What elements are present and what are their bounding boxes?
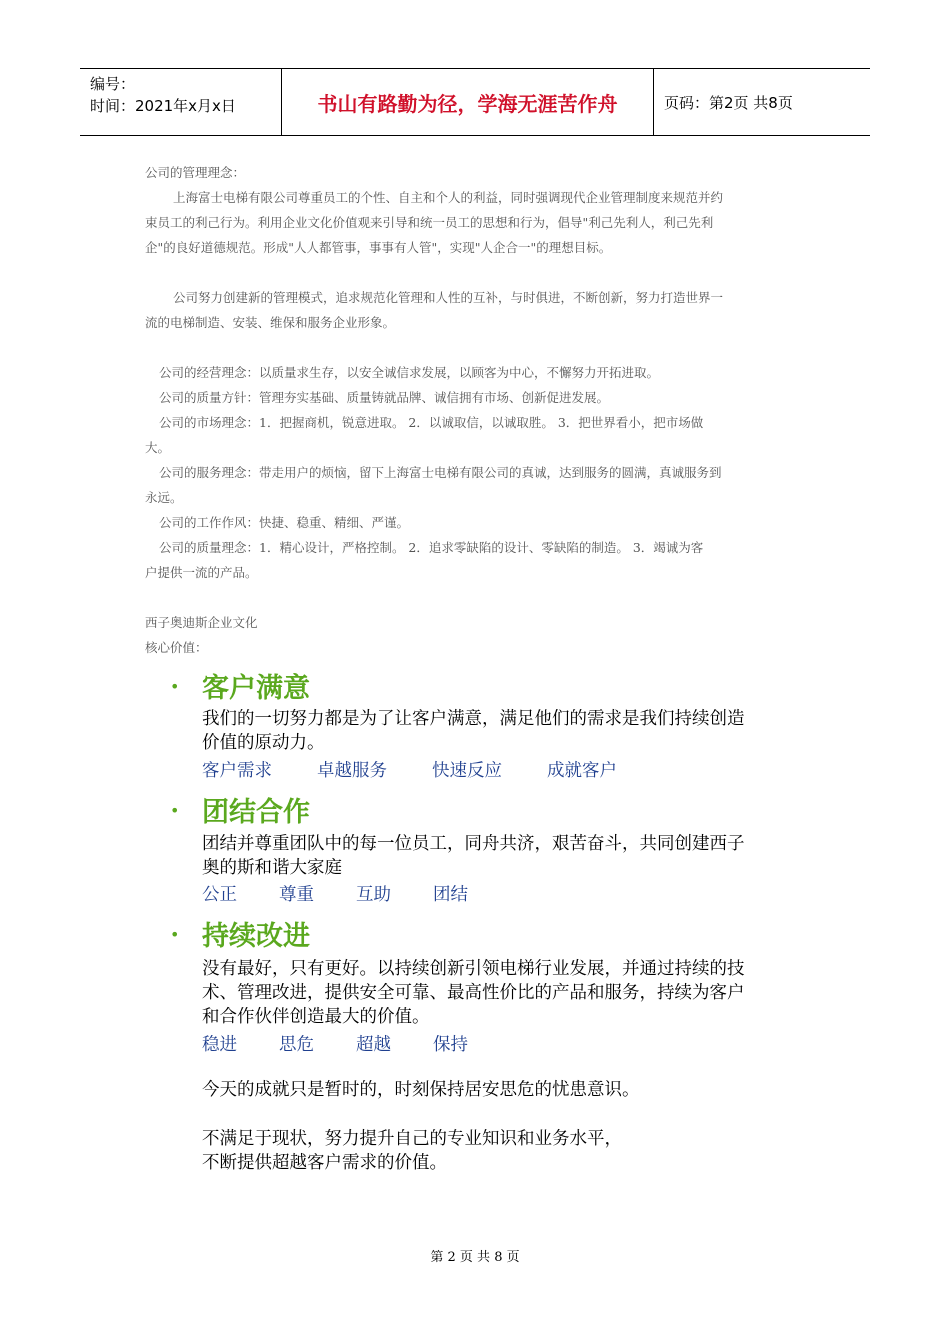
description-line: 奥的斯和谐大家庭 bbox=[202, 858, 342, 878]
closing-line: 不断提供超越客户需求的价值。 bbox=[202, 1153, 447, 1173]
header-meta bbox=[80, 69, 282, 135]
number-label: 编号： bbox=[90, 75, 136, 93]
value-title: 持续改进 bbox=[202, 921, 310, 952]
header-page-info: 页码：第2页 共8页 bbox=[664, 93, 793, 112]
closing-line: 不满足于现状，努力提升自己的专业知识和业务水平， bbox=[202, 1129, 622, 1149]
keyword: 思危 bbox=[279, 1035, 314, 1055]
description-line: 没有最好，只有更好。以持续创新引领电梯行业发展，并通过持续的技 bbox=[202, 959, 745, 979]
work-style: 公司的工作作风：快捷、稳重、精细、严谨。 bbox=[159, 515, 410, 530]
header-motto: 书山有路勤为径，学海无涯苦作舟 bbox=[282, 69, 654, 135]
keyword: 团结 bbox=[433, 885, 468, 905]
value-keywords bbox=[202, 881, 468, 906]
value-title: 客户满意 bbox=[202, 673, 310, 704]
value-title: 团结合作 bbox=[202, 797, 310, 828]
keyword: 公正 bbox=[202, 885, 237, 905]
paragraph-line: 流的电梯制造、安装、维保和服务企业形象。 bbox=[145, 315, 396, 330]
paragraph-line: 企"的良好道德规范。形成"人人都管事，事事有人管"，实现"人企合一"的理想目标。 bbox=[145, 240, 612, 255]
management-title: 公司的管理理念： bbox=[145, 165, 246, 180]
value-description bbox=[202, 957, 802, 1029]
bullet-icon: • bbox=[170, 925, 180, 944]
time-label: 时间：2021年x月x日 bbox=[90, 97, 236, 115]
paragraph-line: 束员工的利己行为。利用企业文化价值观来引导和统一员工的思想和行为，倡导"利己先利人，利己先利 bbox=[145, 215, 714, 230]
value-keywords bbox=[202, 1031, 468, 1056]
value-keywords bbox=[202, 757, 617, 782]
description-line: 价值的原动力。 bbox=[202, 733, 325, 753]
quality-policy: 公司的质量方针：管理夯实基础、质量铸就品牌、诚信拥有市场、创新促进发展。 bbox=[159, 390, 610, 405]
value-description bbox=[202, 707, 802, 755]
keyword: 互助 bbox=[356, 885, 391, 905]
keyword: 保持 bbox=[433, 1035, 468, 1055]
core-values-label: 核心价值： bbox=[145, 640, 208, 655]
keyword: 成就客户 bbox=[547, 761, 617, 781]
keyword: 稳进 bbox=[202, 1035, 237, 1055]
keyword: 超越 bbox=[356, 1035, 391, 1055]
keyword: 卓越服务 bbox=[317, 761, 387, 781]
description-line: 术、管理改进，提供安全可靠、最高性价比的产品和服务，持续为客户 bbox=[202, 983, 745, 1003]
page-footer: 第 2 页 共 8 页 bbox=[430, 1250, 520, 1265]
business-philosophy: 公司的经营理念：以质量求生存，以安全诚信求发展，以顾客为中心，不懈努力开拓进取。 bbox=[159, 365, 660, 380]
description-line: 我们的一切努力都是为了让客户满意，满足他们的需求是我们持续创造 bbox=[202, 709, 745, 729]
bullet-icon: • bbox=[170, 677, 180, 696]
document-header bbox=[80, 68, 870, 136]
service-philosophy: 公司的服务理念：带走用户的烦恼，留下上海富士电梯有限公司的真诚，达到服务的圆满，真诚服务到 bbox=[159, 465, 722, 480]
paragraph-line: 上海富士电梯有限公司尊重员工的个性、自主和个人的利益，同时强调现代企业管理制度来规范并约 bbox=[173, 190, 724, 205]
paragraph-line: 大。 bbox=[145, 440, 171, 455]
bullet-icon: • bbox=[170, 801, 180, 820]
paragraph-line: 户提供一流的产品。 bbox=[145, 565, 258, 580]
closing-paragraph-2 bbox=[202, 1127, 802, 1175]
keyword: 尊重 bbox=[279, 885, 314, 905]
paragraph-line: 永远。 bbox=[145, 490, 183, 505]
market-philosophy: 公司的市场理念：1．把握商机，锐意进取。 2．以诚取信，以诚取胜。 3．把世界看小，把市场做 bbox=[159, 415, 704, 430]
value-description bbox=[202, 832, 802, 880]
management-section bbox=[145, 160, 807, 660]
closing-paragraph-1: 今天的成就只是暂时的，时刻保持居安思危的忧患意识。 bbox=[202, 1080, 640, 1100]
description-line: 和合作伙伴创造最大的价值。 bbox=[202, 1007, 430, 1027]
description-line: 团结并尊重团队中的每一位员工，同舟共济，艰苦奋斗，共同创建西子 bbox=[202, 834, 745, 854]
keyword: 快速反应 bbox=[432, 761, 502, 781]
keyword: 客户需求 bbox=[202, 761, 272, 781]
xizi-title: 西子奥迪斯企业文化 bbox=[145, 615, 258, 630]
quality-philosophy: 公司的质量理念：1．精心设计，严格控制。 2．追求零缺陷的设计、零缺陷的制造。 3．竭诚为客 bbox=[159, 540, 704, 555]
paragraph-line: 公司努力创建新的管理模式，追求规范化管理和人性的互补，与时俱进，不断创新，努力打造世界一 bbox=[173, 290, 724, 305]
